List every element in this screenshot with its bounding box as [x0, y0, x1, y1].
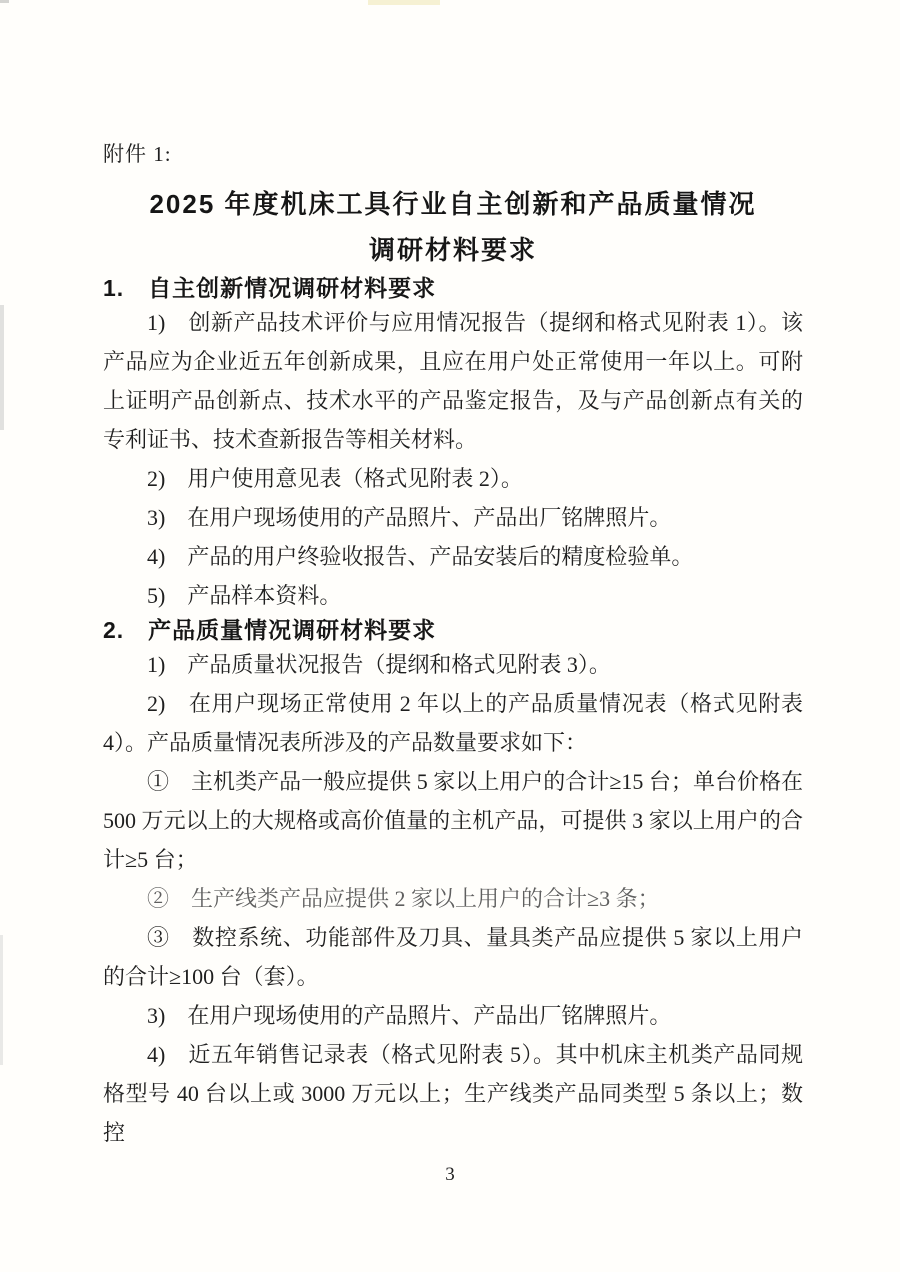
- section-2-item-1: 1) 产品质量状况报告（提纲和格式见附表 3）。: [147, 652, 611, 677]
- document-title: [103, 181, 803, 273]
- section-2-heading: 2. 产品质量情况调研材料要求: [103, 617, 437, 643]
- section-1-item-2: 2) 用户使用意见表（格式见附表 2）。: [147, 466, 523, 491]
- section-2-item-circle-2: ② 生产线类产品应提供 2 家以上用户的合计≥3 条；: [147, 886, 660, 911]
- document-content: [103, 0, 803, 1152]
- section-1-item-4: 4) 产品的用户终验收报告、产品安装后的精度检验单。: [147, 544, 694, 569]
- document-title-line2: 调研材料要求: [368, 235, 537, 265]
- scan-artifact: [0, 305, 4, 430]
- section-1-heading: 1. 自主创新情况调研材料要求: [103, 275, 437, 301]
- attachment-label: 附件 1:: [103, 142, 172, 166]
- scan-artifact: [0, 0, 9, 3]
- section-2-item-3: 3) 在用户现场使用的产品照片、产品出厂铭牌照片。: [147, 1003, 672, 1028]
- section-2-item-circle-1: ① 主机类产品一般应提供 5 家以上用户的合计≥15 台；单台价格在 500 万元以上的大规格或高价值量的主机产品，可提供 3 家以上用户的合计≥5 台；: [103, 769, 803, 872]
- section-2-item-2: 2) 在用户现场正常使用 2 年以上的产品质量情况表（格式见附表 4）。产品质量情况表所涉及的产品数量要求如下：: [103, 691, 803, 755]
- page-number: 3: [445, 1164, 455, 1185]
- section-1-item-5: 5) 产品样本资料。: [147, 583, 342, 608]
- section-2-item-4: 4) 近五年销售记录表（格式见附表 5）。其中机床主机类产品同规格型号 40 台以上或 3000 万元以上；生产线类产品同类型 5 条以上；数控: [103, 1042, 803, 1145]
- scan-artifact: [0, 935, 3, 1065]
- section-2-item-circle-3: ③ 数控系统、功能部件及刀具、量具类产品应提供 5 家以上用户的合计≥100 台（套）。: [103, 925, 803, 989]
- document-title-line1: 2025 年度机床工具行业自主创新和产品质量情况: [149, 189, 757, 219]
- section-1-item-3: 3) 在用户现场使用的产品照片、产品出厂铭牌照片。: [147, 505, 672, 530]
- section-1-item-1: 1) 创新产品技术评价与应用情况报告（提纲和格式见附表 1）。该产品应为企业近五年创新成果，且应在用户处正常使用一年以上。可附上证明产品创新点、技术水平的产品鉴定报告，及与产品创新点有关的专利证书、技术查新报告等相关材料。: [103, 310, 803, 452]
